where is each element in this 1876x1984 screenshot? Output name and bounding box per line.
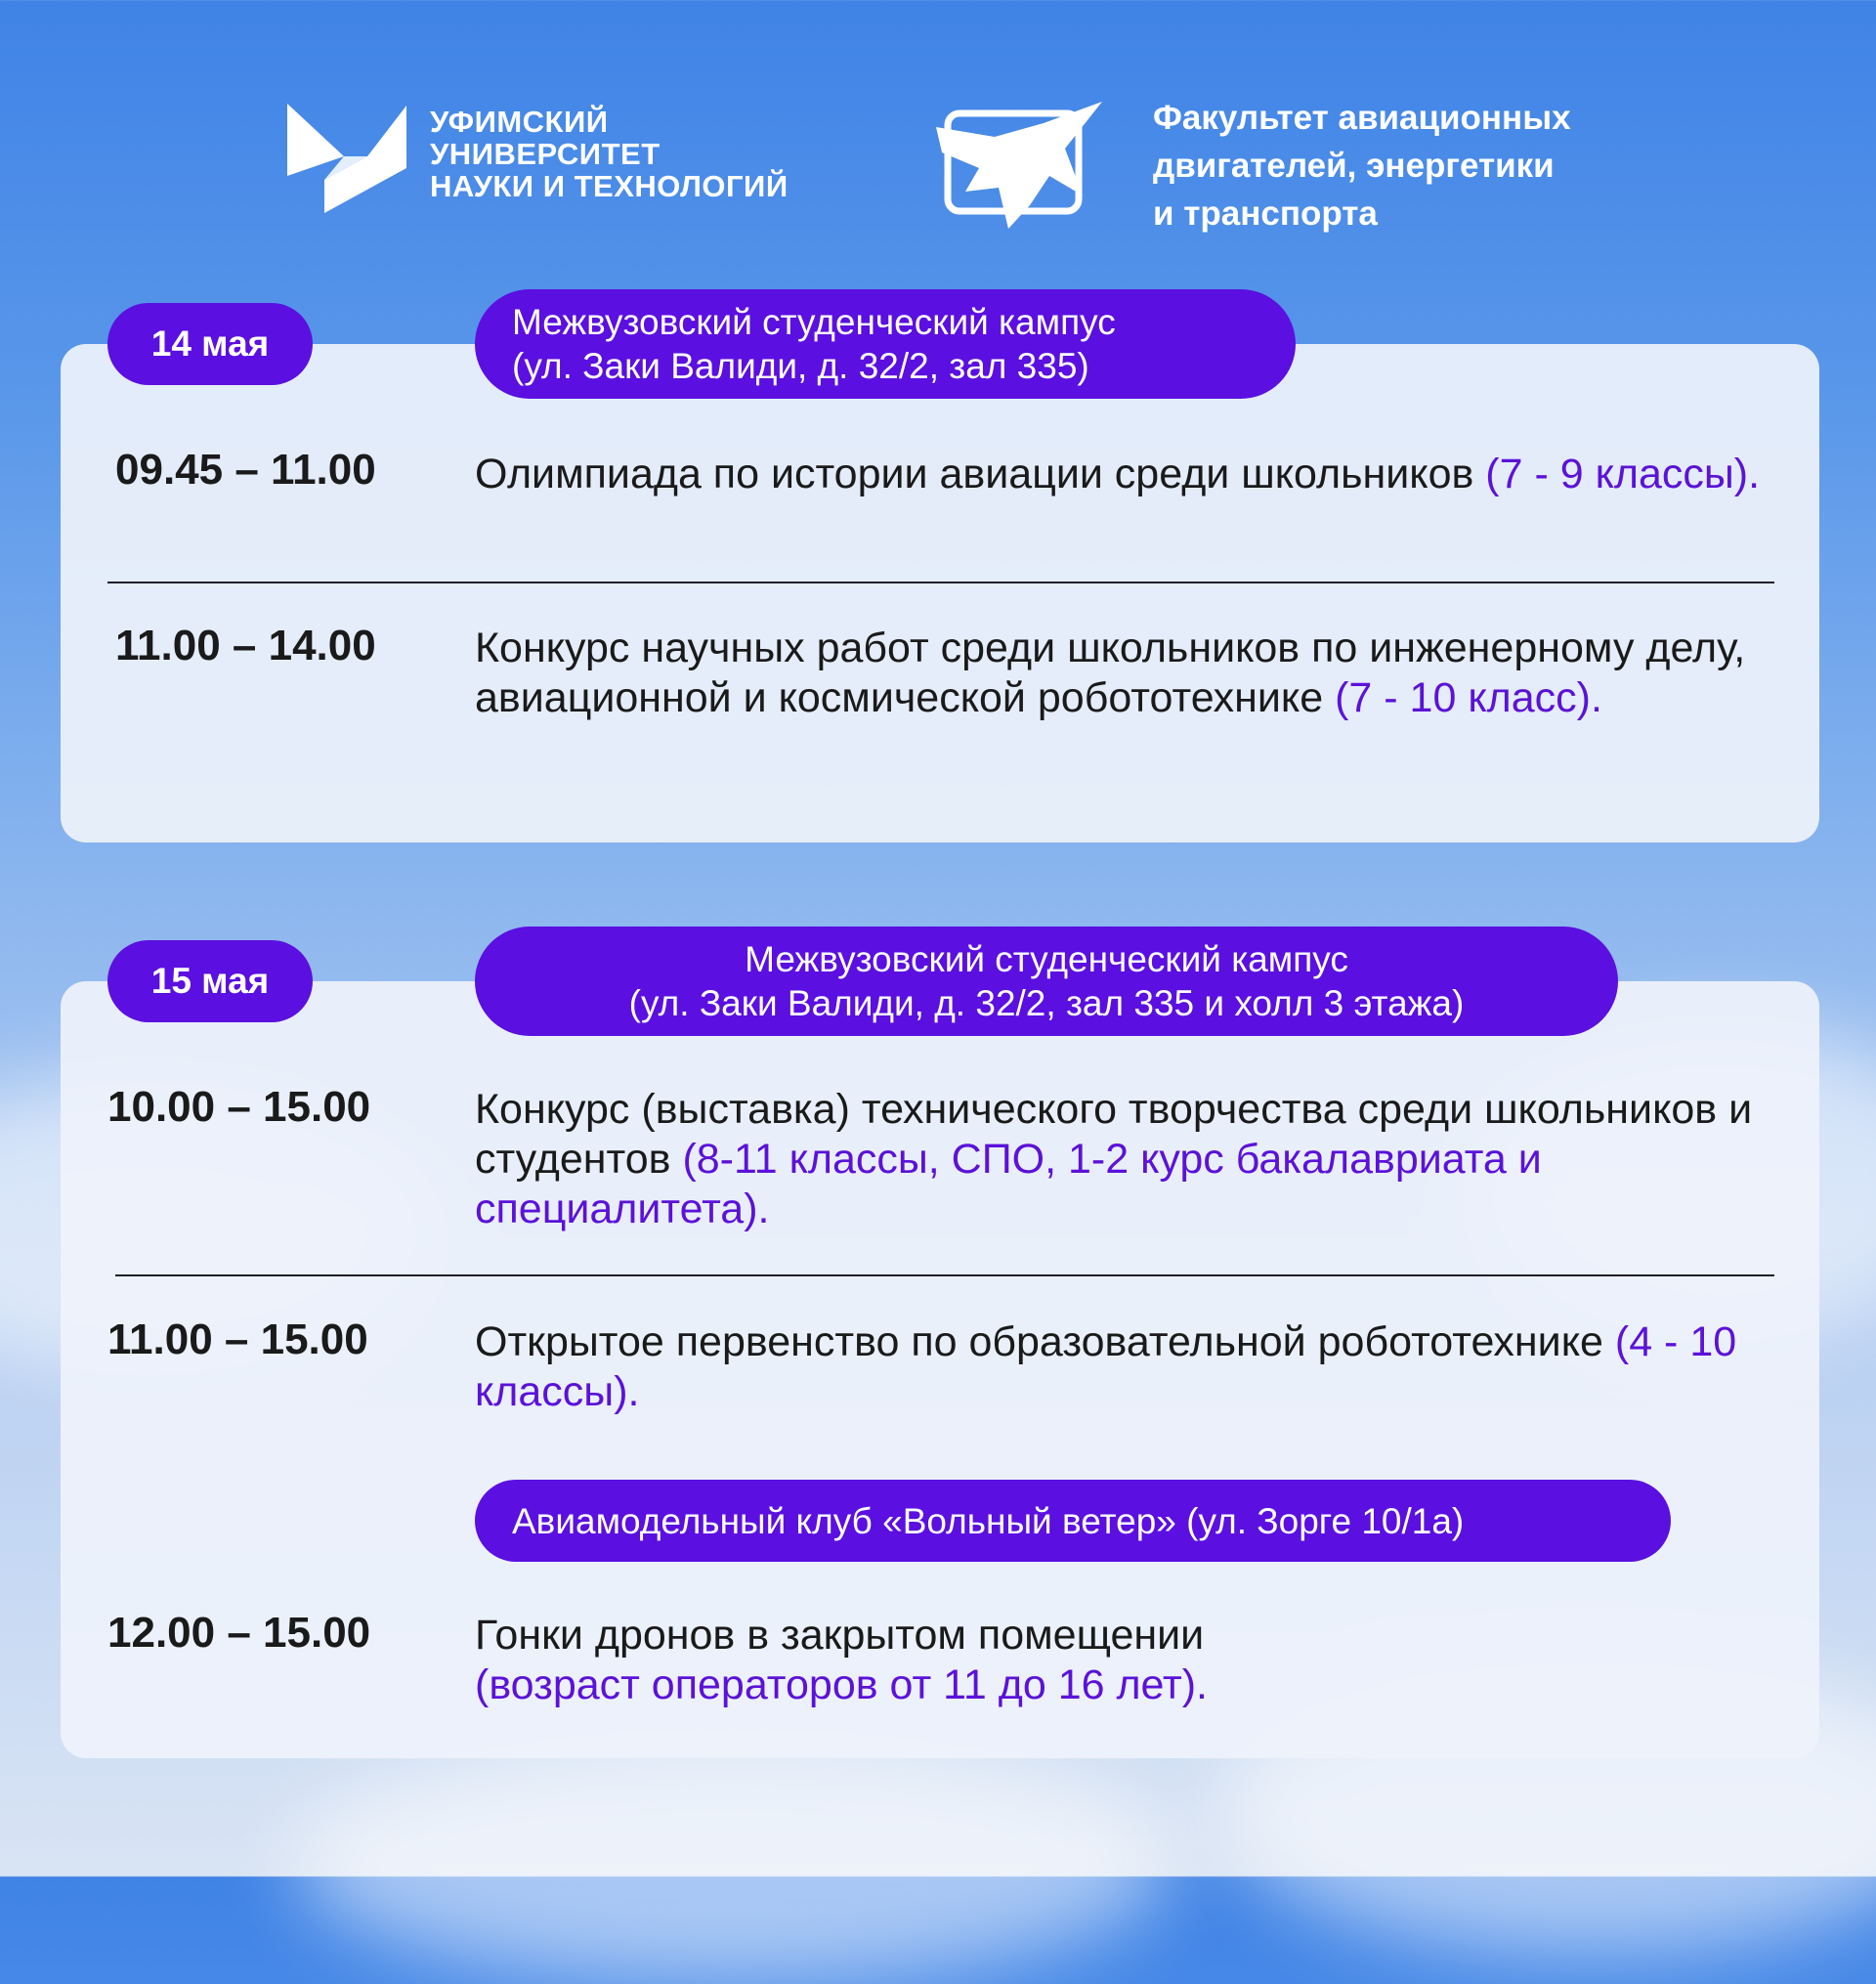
event-description [475,624,1784,723]
faculty-name [1153,94,1571,237]
divider [115,1274,1774,1276]
event-time: 10.00 – 15.00 [107,1083,371,1131]
university-logo [285,102,789,213]
faculty-logo [936,94,1571,237]
location-pill [475,1480,1671,1562]
location-line: Авиамодельный клуб «Вольный ветер» (ул. Зорге 10/1а) [512,1500,1465,1541]
faculty-name-line: и транспорта [1153,194,1378,233]
event-title: Конкурс научных работ среди школьников по инженерному делу, авиационной и космической робототехнике [475,625,1746,721]
date-badge: 14 мая [107,303,313,385]
event-audience: (8-11 классы, СПО, 1-2 курс бакалавриата и специалитета). [475,1136,1542,1232]
event-description [475,1085,1784,1234]
university-name [430,106,789,202]
faculty-name-line: двигателей, энергетики [1153,147,1555,185]
university-name-line: УФИМСКИЙ [430,105,609,139]
event-audience: (7 - 9 классы). [1485,451,1761,497]
event-audience: (возраст операторов от 11 до 16 лет). [475,1661,1209,1708]
event-title: Конкурс (выставка) технического творчества среди школьников и студентов [475,1086,1753,1183]
location-pill [475,289,1296,399]
event-description [475,450,1784,499]
event-description [475,1317,1784,1417]
usut-logo-icon [285,102,408,213]
event-title: Гонки дронов в закрытом помещении [475,1612,1205,1659]
location-line: (ул. Заки Валиди, д. 32/2, зал 335 и холл 3 этажа) [628,983,1465,1023]
location-pill [475,927,1618,1036]
event-title: Олимпиада по истории авиации среди школьников [475,451,1474,497]
divider [107,582,1774,583]
location-line: Межвузовский студенческий кампус [512,302,1116,342]
faculty-name-line: Факультет авиационных [1153,99,1571,137]
background-cloud [293,1740,1172,1984]
event-audience: (4 - 10 классы). [475,1318,1737,1415]
event-time: 12.00 – 15.00 [107,1609,371,1657]
jet-fighter-icon [936,94,1104,231]
event-description [475,1611,1784,1710]
event-audience: (7 - 10 класс). [1335,674,1602,721]
university-name-line: НАУКИ И ТЕХНОЛОГИЙ [430,169,789,203]
event-time: 11.00 – 15.00 [107,1315,368,1363]
day-card-may-14 [61,344,1819,842]
event-time: 11.00 – 14.00 [115,622,376,669]
event-time: 09.45 – 11.00 [115,446,376,494]
university-name-line: УНИВЕРСИТЕТ [430,137,661,171]
location-line: (ул. Заки Валиди, д. 32/2, зал 335) [512,346,1089,386]
location-line: Межвузовский студенческий кампус [745,939,1348,979]
event-title: Открытое первенство по образовательной робототехнике [475,1318,1603,1365]
date-badge: 15 мая [107,940,313,1022]
